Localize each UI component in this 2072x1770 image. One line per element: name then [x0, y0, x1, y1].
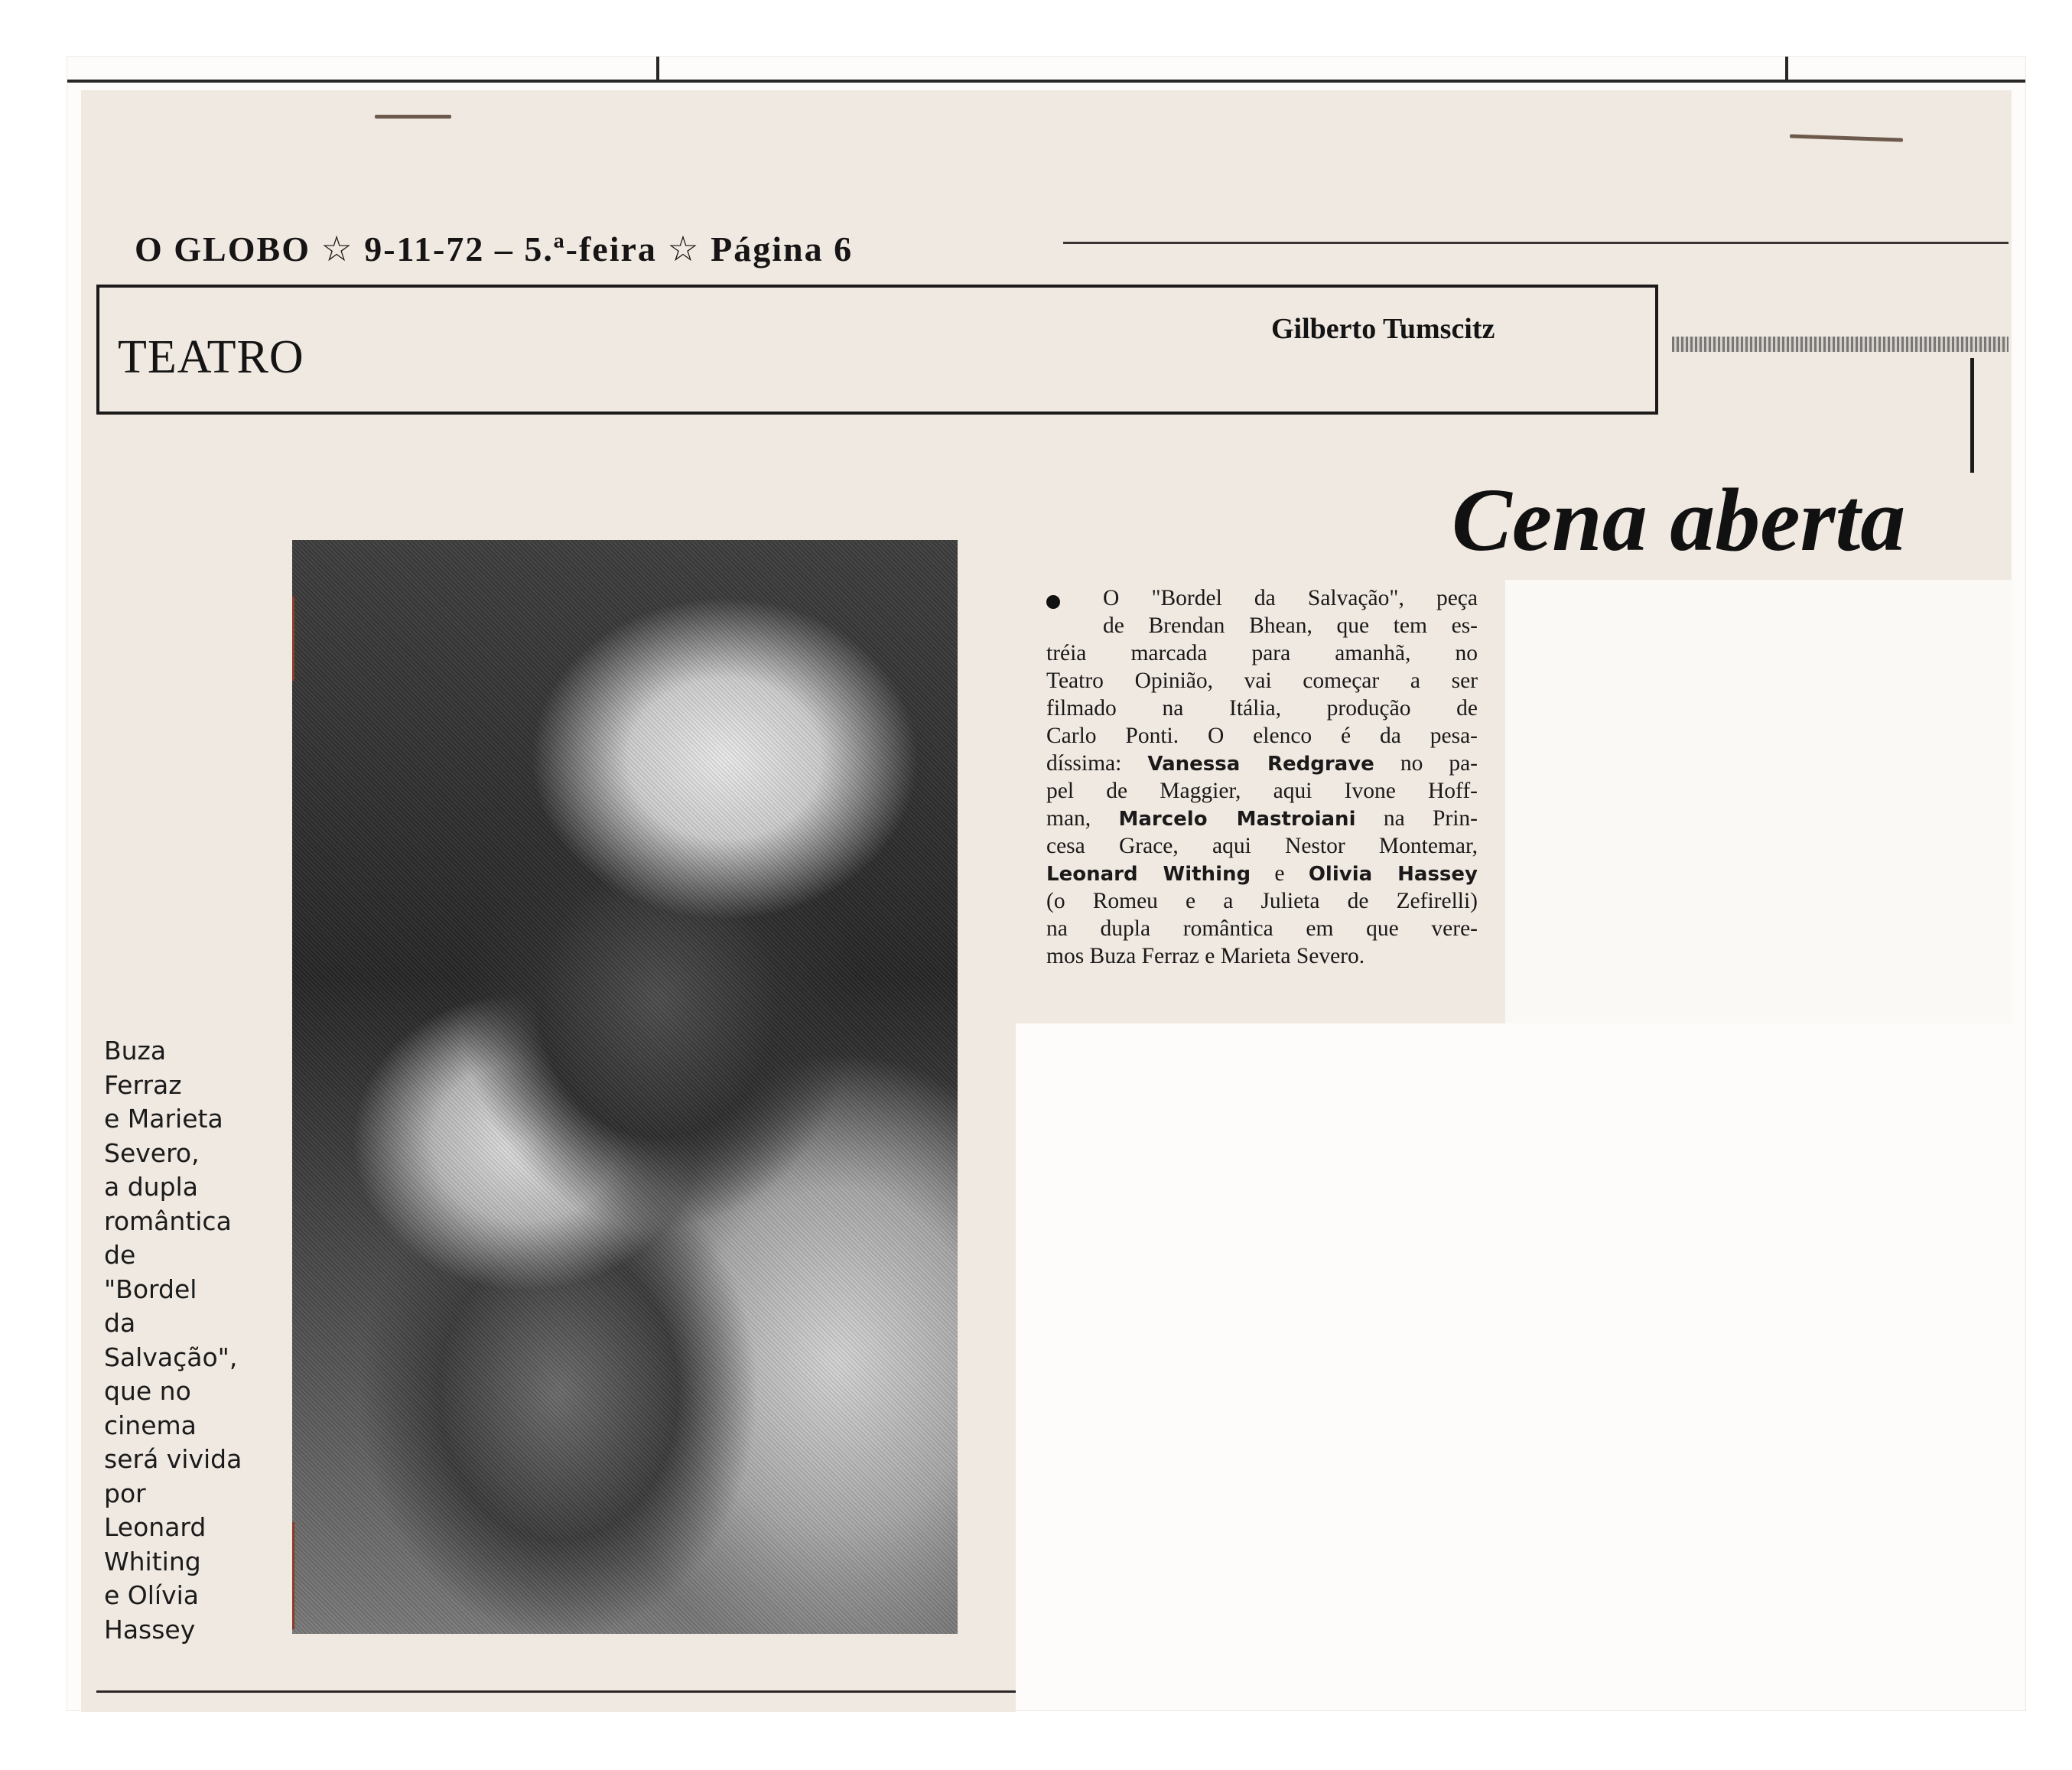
paper-name: O GLOBO — [135, 229, 311, 268]
caption-line: cinema — [104, 1410, 197, 1440]
article-text: Carlo Ponti. O elenco é da pesa- — [1046, 724, 1478, 748]
caption-line: Whiting — [104, 1546, 201, 1576]
sheet-divider-tick — [656, 57, 659, 83]
caption-line: por — [104, 1478, 146, 1508]
caption-line: Leonard — [104, 1512, 207, 1542]
decorative-hatch-bar — [1672, 337, 2009, 352]
article-text: no pa- — [1374, 751, 1478, 776]
article-line — [1046, 832, 1478, 860]
caption-line: Salvação", — [104, 1342, 238, 1372]
sheet-divider-tick — [1785, 57, 1788, 83]
caption-line: e Marieta — [104, 1104, 223, 1134]
article-text: pel de Maggier, aqui Ivone Hoff- — [1046, 779, 1478, 803]
article-line — [1046, 750, 1478, 777]
caption-line: a dupla — [104, 1172, 198, 1202]
caption-line: Hassey — [104, 1614, 196, 1645]
page-number: Página 6 — [711, 229, 854, 268]
article-text: e — [1251, 861, 1309, 886]
article-line — [1046, 860, 1478, 887]
weekday: 5.ª-feira — [524, 229, 657, 268]
bottom-rule — [96, 1690, 1016, 1693]
article-text: Teatro Opinião, vai começar a ser — [1046, 669, 1478, 693]
article-text: mos Buza Ferraz e Marieta Severo. — [1046, 944, 1365, 968]
article-text: de Brendan Bhean, que tem es- — [1103, 613, 1478, 638]
article-text: man, — [1046, 806, 1119, 831]
caption-line: e Olívia — [104, 1580, 200, 1610]
headline: Cena aberta — [1452, 470, 1906, 570]
sheet-top-rule — [67, 80, 2025, 83]
actor-name: Vanessa Redgrave — [1147, 753, 1374, 776]
caption-line: Buza — [104, 1036, 167, 1066]
article-line — [1046, 584, 1478, 612]
byline: Gilberto Tumscitz — [1271, 313, 1495, 345]
article-line — [1046, 915, 1478, 942]
star-outline-icon: ☆ — [320, 229, 354, 268]
column-rule — [1970, 358, 1974, 473]
article-text: cesa Grace, aqui Nestor Montemar, — [1046, 834, 1478, 858]
article-line — [1046, 612, 1478, 639]
caption-line: "Bordel — [104, 1274, 197, 1304]
photo-caption — [104, 1034, 288, 1647]
article-line — [1046, 695, 1478, 722]
actor-name: Leonard Withing — [1046, 863, 1251, 886]
actor-name: Olivia Hassey — [1308, 863, 1478, 886]
photo-edge-mark — [292, 597, 294, 681]
article-line — [1046, 777, 1478, 805]
section-header-box — [96, 285, 1658, 415]
caption-line: da — [104, 1308, 136, 1338]
caption-line: romântica — [104, 1205, 232, 1236]
article-text: na dupla romântica em que vere- — [1046, 916, 1478, 941]
article-line — [1046, 722, 1478, 750]
article-line — [1046, 942, 1478, 970]
caption-line: Ferraz — [104, 1069, 182, 1100]
caption-line: de — [104, 1240, 136, 1270]
caption-line: Severo, — [104, 1137, 200, 1168]
article-text: (o Romeu e a Julieta de Zefirelli) — [1046, 889, 1478, 913]
article-body — [1046, 584, 1478, 970]
separator: – — [494, 229, 514, 268]
masthead-rule — [1063, 242, 2009, 244]
staple-icon — [375, 115, 451, 119]
article-text: tréia marcada para amanhã, no — [1046, 641, 1478, 665]
issue-date: 9-11-72 — [364, 229, 485, 268]
actor-name: Marcelo Mastroiani — [1118, 808, 1356, 831]
article-line — [1046, 639, 1478, 667]
caption-line: que no — [104, 1376, 191, 1406]
masthead — [135, 228, 853, 274]
article-text: na Prin- — [1355, 806, 1478, 831]
article-line — [1046, 805, 1478, 832]
article-text: díssima: — [1046, 751, 1148, 776]
photo-edge-mark — [292, 1522, 294, 1629]
article-line — [1046, 667, 1478, 695]
article-text: filmado na Itália, produção de — [1046, 696, 1478, 721]
caption-line: será vivida — [104, 1444, 242, 1474]
article-line — [1046, 887, 1478, 915]
clipping-cutout-blank — [1505, 580, 2012, 1023]
star-outline-icon: ☆ — [667, 229, 701, 268]
article-text: O "Bordel da Salvação", peça — [1103, 586, 1478, 610]
section-title: TEATRO — [118, 331, 304, 383]
article-photo — [292, 540, 958, 1634]
